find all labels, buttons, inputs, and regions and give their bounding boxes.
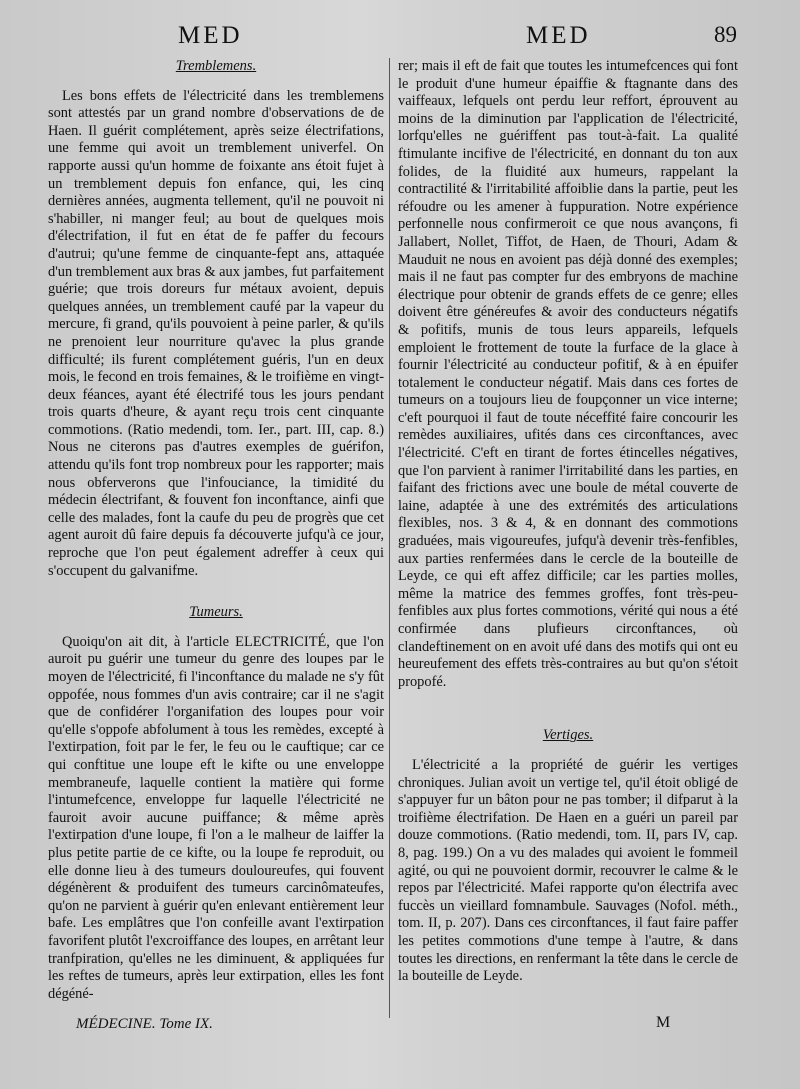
section-title-tremblemens: Tremblemens. xyxy=(175,58,257,74)
page-number: 89 xyxy=(714,22,737,47)
right-column xyxy=(398,58,738,986)
left-column xyxy=(48,58,384,1003)
paragraph-tumeurs-continued: rer; mais il eft de fait que toutes les intumefcences qui font le produit d'une humeur épaiffie & ftagnante dans des vaiffeaux, lefquels ont perdu leur reffort, éprouvent au moins de la diminution par l'application de l'électricité, lorfqu'elles ne guériffent pas tout-à-fait. La qualité ftimulante incifive de l'électricité, en donnant du ton aux folides, de la fluidité aux humeurs, rappelant la contractilité & l'irritabilité affoiblie dans la partie, peut les réfoudre ou les amener à fuppuration. Notre expérience perfonnelle nous confirmeroit ce que nous avançons, fi Jallabert, Nollet, Tiffot, de Haen, de Thouri, Adam & Mauduit ne nous en avoient pas déjà donné des exemples; mais il ne faut pas compter fur des embryons de machine électrique pour obtenir de grands effets de ce genre; elles doivent être généreufes & avoir des conducteurs négatifs & pofitifs, munis de tous leurs appareils, lefquels emploient le frottement de toute la furface de la glace à fournir l'électricité au conducteur pofitif, & à en épuifer totalement le conducteur négatif. Mais dans ces fortes de tumeurs on a toujours lieu de foupçonner un vice interne; c'eft pourquoi il faut de toute néceffité faire concourir les remèdes auxiliaires, ufités dans ces circonftances, avec l'électricité. C'eft en tirant de fortes étincelles négatives, que l'on parvient à ranimer l'irritabilité dans les parties, en faifant des frictions avec une boule de métal couverte de laine, adaptée à une des extrémités des articulations flexibles, nos. 3 & 4, & en donnant des commotions graduées, mais vigoureufes, jufqu'à devenir très-fenfibles, aux parties renfermées dans le cercle de la bouteille de Leyde, ce qui eft affez difficile; car les parties molles, même la matrice des femmes groffes, font très-peu-fenfibles aux plus fortes commotions, vérité qui nous a été confirmée dans plufieurs circonftances, où clandeftinement on en avoit ufé dans des motifs qui ont eu heureufement des effets très-contraires au but qu'on s'étoit propofé. xyxy=(398,58,738,690)
running-head xyxy=(0,22,800,58)
paragraph-vertiges: L'électricité a la propriété de guérir les vertiges chroniques. Julian avoit un vertige tel, qu'il étoit obligé de s'appuyer fur un bâton pour ne pas tomber; il difparut à la troifième électrifation. De Haen en a guéri un pareil par douze commotions. (Ratio medendi, tom. II, pars IV, cap. 8, pag. 199.) On a vu des malades qui avoient le fommeil agité, ou qui ne pouvoient dormir, recouvrer le calme & le repos par l'électricité. Mafei rapporte qu'on électrifa avec fuccès un vieillard fomnambule. Sauvages (Nofol. méth., tom. II, p. 207). Dans ces circonftances, il faut faire paffer les petites commotions d'une tempe à l'autre, & dans toutes les directions, en renfermant la tête dans le cercle de la bouteille de Leyde. xyxy=(398,756,738,985)
section-title-tumeurs: Tumeurs. xyxy=(189,604,243,621)
running-head-right: MED xyxy=(526,22,591,49)
running-head-left: MED xyxy=(178,22,243,49)
paragraph-tremblemens: Les bons effets de l'électricité dans les tremblemens sont attestés par un grand nombre d'observations de de Haen. Il guérit complétement, après seize électrifations, une femme qui avoit un tremblement univerfel. On rapporte aussi qu'un homme de foixante ans étoit fujet à un tremblement depuis fon enfance, qui, les cinq dernières années, augmenta tellement, qu'il ne pouvoit ni s'habiller, ni manger feul; au bout de quelques mois d'électrifation, il fut en état de fe paffer du fecours d'autrui; qu'une femme de cinquante-fept ans, attaquée d'un tremblement aux bras & aux jambes, fut parfaitement guérie; que trois doreurs fur métaux avoient, depuis quelques années, un tremblement caufé par la vapeur du mercure, fi grand, qu'ils pouvoient à peine parler, & qu'ils ne prenoient leur nourriture qu'avec la plus grande difficulté; ils furent complétement guéris, l'un en deux mois, le fecond en trois femaines, & le troifième en vingt-deux féances, ayant été électrifé tous les jours pendant trois quarts d'heure, & ayant reçu trois cent cinquante commotions. (Ratio medendi, tom. Ier., part. III, cap. 8.) Nous ne citerons pas d'autres exemples de guérifon, attendu qu'ils font trop nombreux pour les rapporter; mais nous obferverons que l'infouciance, la timidité du médecin électrifant, & fouvent fon inconftance, ainfi que celle des malades, font la caufe du peu de progrès que cet agent auroit dû faire depuis fa découverte jufqu'à ce jour, reproche que l'on peut également adreffer à ceux qui s'occupent du galvanifme. xyxy=(48,87,384,579)
section-title-vertiges: Vertiges. xyxy=(542,727,594,744)
column-divider xyxy=(389,58,390,1018)
footer-signature-left: MÉDECINE. Tome IX. xyxy=(76,1016,213,1032)
paragraph-tumeurs: Quoiqu'on ait dit, à l'article ELECTRICITÉ, que l'on auroit pu guérir une tumeur du genre des loupes par le moyen de l'électricité, fi l'inconftance du malade ne s'y fût oppofée, nous fommes d'un avis contraire; car il ne s'agit que de confidérer l'organifation des loupes pour voir qu'elle s'oppofe abfolument à tous les remèdes, excepté à l'extirpation, foit par le fer, le feu ou le cauftique; car ce qui conftitue une loupe eft le kifte ou une enveloppe membraneufe, laquelle contient la matière qui forme l'intumefcence, enveloppe fur laquelle l'électricité ne fauroit avoir aucune puiffance; & même après l'extirpation d'une loupe, fi l'on a le malheur de laiffer la plus petite partie de ce kifte, ou la loupe fe reproduit, ou elle donne lieu à des tumeurs douloureufes, qui fouvent dégénèrent & produifent des tumeurs carcinômateufes, qu'on ne parvient à guérir qu'en enlevant entièrement leur bafe. Les emplâtres que l'on confeille avant l'extirpation favorifent plutôt l'excroiffance des loupes, en arrêtant leur tranfpiration, qu'elles ne les diminuent, & appliquées fur les reftes de tumeurs, après leur extirpation, elles les font dégéné- xyxy=(48,633,384,1002)
footer-signature-right: M xyxy=(656,1014,671,1031)
